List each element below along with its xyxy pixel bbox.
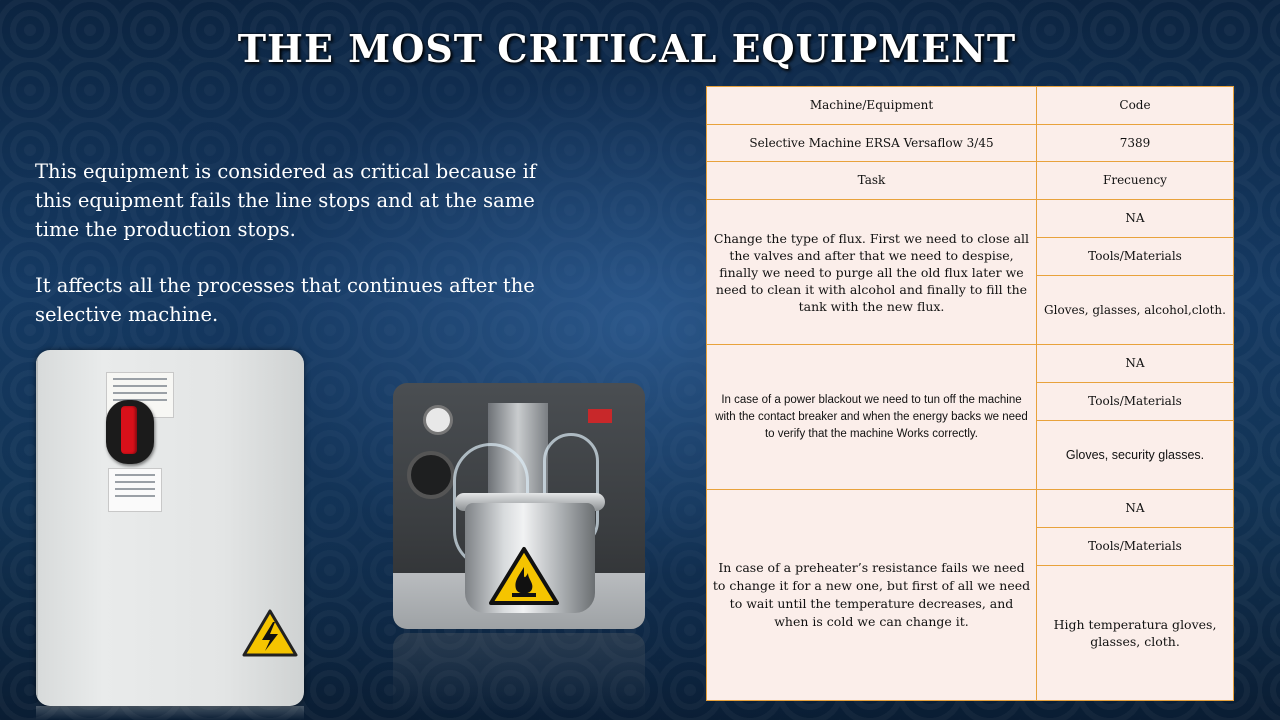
code-header: Code [1037,87,1234,125]
task-frequency-cell: NA [1037,490,1234,528]
task-frequency-cell: NA [1037,345,1234,383]
task-description-cell: Change the type of flux. First we need to close all the valves and after that we need to despise, finally we need to purge all the old flux later we need to clean it with alcohol and finally to fill the tank with the new flux. [707,200,1037,345]
cabinet-door-seam [36,350,38,706]
flux-tank-image [393,383,645,629]
main-switch-knob [121,406,137,454]
flux-tank-photo [393,383,645,629]
table-row [707,125,1234,162]
machine-code-cell: 7389 [1037,125,1234,162]
critical-reason-paragraph: This equipment is considered as critical because if this equipment fails the line stops and at the same time the production stops. [35,160,537,241]
cabinet-instruction-label [108,468,162,512]
tools-value-cell: High temperatura gloves, glasses, cloth. [1037,566,1234,701]
slide-title: THE MOST CRITICAL EQUIPMENT [237,26,1017,71]
equipment-task-table [706,86,1234,701]
regulator-knob [407,451,455,499]
tools-label-cell: Tools/Materials [1037,528,1234,566]
table-row [707,490,1234,528]
red-valve-handle [588,409,612,423]
task-frequency-cell: NA [1037,200,1234,238]
flux-tank-reflection [393,633,645,713]
task-header: Task [707,162,1037,200]
table-header-row [707,87,1234,125]
task-description-cell: In case of a power blackout we need to tun off the machine with the contact breaker and when the energy backs we need to verify that the machine Works correctly. [707,345,1037,490]
tools-value-cell: Gloves, glasses, alcohol,cloth. [1037,276,1234,345]
machine-name-cell: Selective Machine ERSA Versaflow 3/45 [707,125,1037,162]
electrical-cabinet-photo [36,350,304,706]
cabinet-reflection [36,706,304,720]
high-voltage-warning-icon [242,608,298,658]
frequency-header: Frecuency [1037,162,1234,200]
table-row [707,200,1234,238]
table-row [707,345,1234,383]
tools-value-cell: Gloves, security glasses. [1037,421,1234,490]
tools-label-cell: Tools/Materials [1037,383,1234,421]
task-header-row [707,162,1234,200]
impact-paragraph: It affects all the processes that continues after the selective machine. [35,274,535,326]
flammable-warning-icon [488,545,560,607]
machine-header: Machine/Equipment [707,87,1037,125]
tools-label-cell: Tools/Materials [1037,238,1234,276]
task-description-cell: In case of a preheater’s resistance fails we need to change it for a new one, but first of all we need to wait until the temperature decreases, and when is cold we can change it. [707,490,1037,701]
pressure-gauge-icon [423,405,453,435]
